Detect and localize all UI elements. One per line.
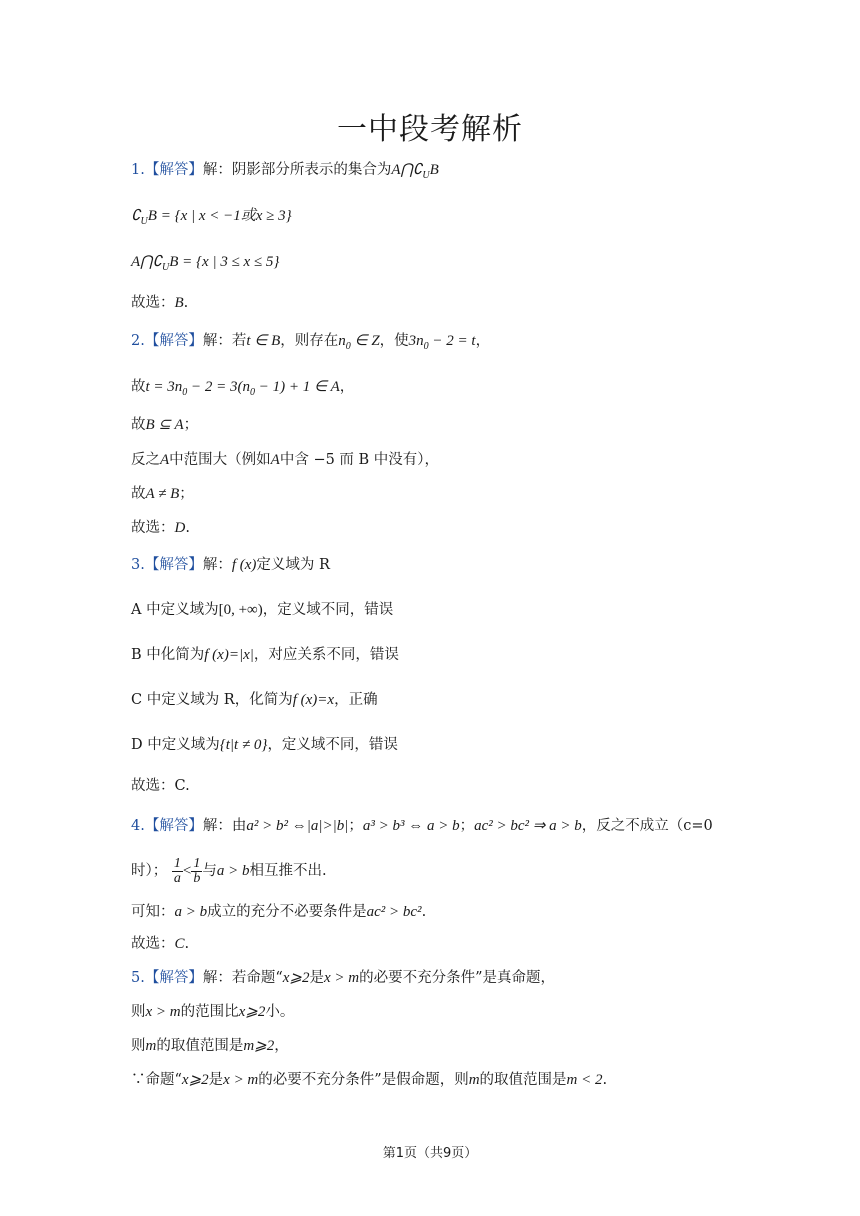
text: ∵命题“ <box>131 1072 182 1088</box>
math: n <box>338 333 346 349</box>
text: 的必要不充分条件”是真命题， <box>359 970 556 986</box>
text: . <box>602 1072 608 1088</box>
text: ； <box>179 486 194 502</box>
text: 的必要不充分条件”是假命题，则 <box>258 1072 469 1088</box>
numerator: 1 <box>193 855 201 871</box>
text: ，反之不成立（c=0 <box>581 818 713 834</box>
answer-tag: 【解答】 <box>144 333 203 349</box>
q4-line-2 <box>131 853 327 889</box>
answer: C <box>174 936 185 952</box>
text: . <box>421 904 427 920</box>
math: f (x) <box>231 557 257 573</box>
text: 的范围比 <box>180 1004 239 1020</box>
text: 故选： <box>131 520 175 536</box>
text: ，使 <box>379 333 409 349</box>
text: 小。 <box>265 1004 295 1020</box>
math: A <box>160 452 170 468</box>
q1-line-1 <box>131 160 439 186</box>
text: ， <box>475 333 491 349</box>
text: C 中定义域为 R，化简为 <box>131 692 293 708</box>
text: . <box>185 520 190 536</box>
math: A⋂∁ <box>131 254 163 270</box>
text: 的取值范围是 <box>479 1072 567 1088</box>
text: 解：若命题“ <box>202 970 283 986</box>
math-sub: U <box>422 169 430 181</box>
math-sub: U <box>162 261 170 273</box>
text: 故选：C. <box>131 778 190 794</box>
q3-line-c <box>131 690 378 710</box>
text: 可知： <box>131 904 175 920</box>
question-number: 2. <box>131 333 145 349</box>
q3-line-a <box>131 600 393 620</box>
math-sub: 0 <box>423 340 429 352</box>
math: − 2 = 3(n <box>187 379 251 395</box>
text: 中范围大（例如 <box>169 452 271 468</box>
math: A <box>270 452 280 468</box>
text: 故选： <box>131 936 175 952</box>
text: 则 <box>131 1038 146 1054</box>
text: 成立的充分不必要条件是 <box>207 904 367 920</box>
text: ，正确 <box>334 692 378 708</box>
math: B ⊆ A <box>145 417 184 433</box>
text: D 中定义域为 <box>131 737 220 753</box>
math: a > b <box>174 904 208 920</box>
question-number: 1. <box>131 162 145 178</box>
math: m < 2 <box>566 1072 603 1088</box>
text: . <box>183 295 189 311</box>
text: 故 <box>131 486 146 502</box>
text: 的取值范围是 <box>156 1038 244 1054</box>
math: 3n <box>408 333 424 349</box>
math-sub: 0 <box>182 386 188 398</box>
answer: D <box>174 520 186 536</box>
q4-line-4 <box>131 934 189 954</box>
math: a³ > b³ ⇔ a > b <box>362 818 460 834</box>
q1-line-2 <box>131 206 292 232</box>
fraction <box>172 857 183 886</box>
text: 时）； <box>131 863 168 879</box>
answer: B <box>174 295 184 311</box>
math-sub: 0 <box>250 386 256 398</box>
q4-line-1 <box>131 816 713 836</box>
q2-line-5 <box>131 484 194 504</box>
answer-tag: 【解答】 <box>144 557 203 573</box>
q1-line-4 <box>131 293 188 313</box>
math: m <box>145 1038 157 1054</box>
math: t ∈ B <box>246 333 281 349</box>
text: ，则存在 <box>280 333 339 349</box>
text: 相互推不出. <box>249 863 327 879</box>
math: x > m <box>223 1072 259 1088</box>
math: {t|t ≠ 0} <box>219 737 268 753</box>
text: ， <box>274 1038 289 1054</box>
math: A ≠ B <box>145 486 180 502</box>
math: ac² > bc² ⇒ a > b <box>474 818 582 834</box>
q2-line-1 <box>131 331 490 357</box>
math: − 1) + 1 ∈ A <box>255 379 340 395</box>
math: ∁ <box>131 208 141 224</box>
text: ，对应关系不同，错误 <box>253 647 399 663</box>
math: t = 3n <box>145 379 183 395</box>
text: 故 <box>131 379 146 395</box>
text: 解：阴影部分所表示的集合为 <box>202 162 392 178</box>
math: [0, +∞) <box>218 602 263 618</box>
q3-line-b <box>131 645 399 665</box>
math: x⩾2 <box>238 1004 266 1020</box>
question-number: 5. <box>131 970 145 986</box>
math: A⋂∁ <box>391 162 423 178</box>
text: B 中化简为 <box>131 647 205 663</box>
q2-line-2 <box>131 377 354 403</box>
text: ，定义域不同，错误 <box>262 602 394 618</box>
text: 解： <box>202 557 232 573</box>
math: B = {x | 3 ≤ x ≤ 5} <box>169 254 280 270</box>
text: 故 <box>131 417 146 433</box>
q3-line-d <box>131 735 398 755</box>
question-number: 4. <box>131 818 145 834</box>
math: B <box>429 162 439 178</box>
denominator: a <box>173 870 181 886</box>
q5-line-4 <box>131 1070 607 1090</box>
q5-line-2 <box>131 1002 294 1022</box>
text: 与 <box>202 863 217 879</box>
page-footer: 第1页（共9页） <box>382 1146 478 1161</box>
math: x > m <box>145 1004 181 1020</box>
answer-tag: 【解答】 <box>144 162 203 178</box>
q5-line-1 <box>131 968 555 988</box>
denominator: b <box>193 870 201 886</box>
text: ； <box>348 818 363 834</box>
math: f (x)=|x| <box>204 647 254 663</box>
math: < <box>182 863 192 879</box>
math: x⩾2 <box>181 1072 209 1088</box>
text: 解：由 <box>202 818 247 834</box>
text: 故选： <box>131 295 175 311</box>
text: ； <box>183 417 199 433</box>
answer-tag: 【解答】 <box>144 970 203 986</box>
q2-line-6 <box>131 518 190 538</box>
math: ac² > bc² <box>366 904 422 920</box>
numerator: 1 <box>173 855 181 871</box>
math: m⩾2 <box>243 1038 275 1054</box>
q2-line-4 <box>131 450 439 470</box>
text: 是 <box>208 1072 224 1088</box>
q2-line-3 <box>131 415 198 435</box>
text: A 中定义域为 <box>131 602 219 618</box>
page-title: 一中段考解析 <box>337 112 523 147</box>
math: a > b <box>216 863 250 879</box>
q4-line-3 <box>131 902 426 922</box>
text: 反之 <box>131 452 160 468</box>
q1-line-3 <box>131 252 279 278</box>
q3-line-1 <box>131 555 330 575</box>
q3-line-end <box>131 776 190 796</box>
math-sub: U <box>140 215 148 227</box>
text: 中含 −5 而 B 中没有）， <box>279 452 440 468</box>
text: ， <box>339 379 355 395</box>
text: ，定义域不同，错误 <box>267 737 398 753</box>
text: 解：若 <box>202 333 247 349</box>
q5-line-3 <box>131 1036 289 1056</box>
math: x⩾2 <box>282 970 310 986</box>
answer-tag: 【解答】 <box>144 818 203 834</box>
math: x > m <box>324 970 360 986</box>
text: . <box>184 936 190 952</box>
question-number: 3. <box>131 557 145 573</box>
math: f (x)=x <box>292 692 335 708</box>
text: 定义域为 R <box>256 557 330 573</box>
math: a² > b² ⇔|a|>|b| <box>246 818 349 834</box>
math: ∈ Z <box>350 333 380 349</box>
math-sub: 0 <box>345 340 351 352</box>
math: − 2 = t <box>428 333 476 349</box>
math: B = {x | x < −1或x ≥ 3} <box>147 208 292 224</box>
math: m <box>468 1072 480 1088</box>
text: 是 <box>309 970 324 986</box>
text: 则 <box>131 1004 146 1020</box>
fraction <box>191 857 202 886</box>
text: ； <box>459 818 475 834</box>
